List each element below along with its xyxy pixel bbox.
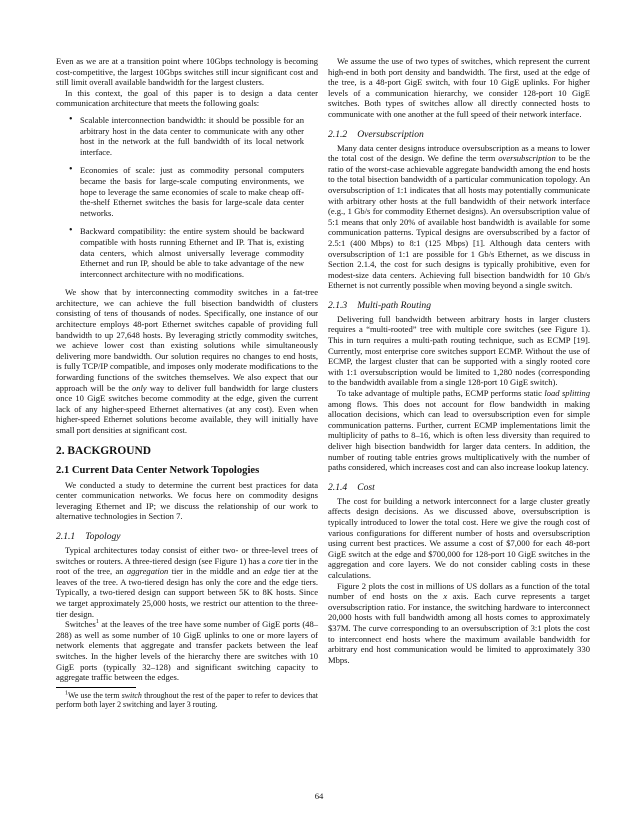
text-run: tier in the root of the tree, an [56,555,318,577]
emphasis-x: x [443,591,448,602]
text-run: at the leaves of the tree have some number of GigE ports (48–288) as well as some number of 10 GigE uplinks to one or more layers of network elements that aggregate and transfer packets between the leaf switches. In the higher levels of the hierarchy there are switches with 10 GigE ports (typically 32–128) and significant switching capacity to aggregate traffic between the edges. [56,619,318,683]
goal-economies-of-scale: • Economies of scale: just as commodity personal computers became the basis for large-scale computing environments, we hope to leverage the same economies of scale to make cheap off-the-shelf Ethernet switches the basis for large-scale data center networks. [80,165,318,218]
cost-paragraph-2 [328,581,590,666]
text-run: tier in the middle and an [168,566,264,577]
text-run: Switches [65,619,96,630]
section-number: 2.1.3 [328,299,348,311]
multipath-paragraph-2 [328,388,590,473]
section-2-1-paragraph: We conducted a study to determine the current best practices for data center communication networks. We focus here on commodity designs leveraging Ethernet and IP; we discuss the relationship of our work to alternative technologies in Section 7. [56,479,318,522]
text-run: tier at the leaves of the tree. A two-tiered design has only the core and the edge tiers. Typically, a two-tiered design can support between 5K to 8K hosts. Since we target approximately 25,000 hosts, we restrict our attention to the three-tier design. [56,566,318,619]
left-column [56,56,318,710]
section-2-heading: 2. BACKGROUND [56,444,151,457]
section-title: Topology [85,530,121,542]
footnote-divider [56,687,136,688]
text-run: throughout the rest of the paper to refer to devices that perform both layer 2 switching and layer 3 routing. [56,690,318,710]
section-number: 2.1.2 [328,128,348,140]
section-2-1-3-heading [328,300,590,311]
footnote-1 [56,691,318,710]
emphasis-aggregation: aggregation [126,566,169,577]
emphasis-edge: edge [263,566,281,577]
text-run: way to deliver full bandwidth for large clusters once 10 GigE switches become commodity at the edge, given the current lack of any higher-speed Ethernet alternatives (at any cost). Even when higher-speed Ethernet solutions become available, they will initially have small port densities at significant cost. [56,382,318,435]
goal-backward-compatibility: • Backward compatibility: the entire system should be backward compatible with hosts running Ethernet and IP. That is, existing data centers, which almost universally leverage commodity Ethernet and run IP, should be able to take advantage of the new interconnect architecture with no modifications. [80,226,318,279]
section-title: Oversubscription [357,128,424,140]
topology-paragraph-1 [56,545,318,619]
emphasis-core: core [268,555,283,566]
text-run: We use the term [68,690,122,700]
emphasis-oversubscription: oversubscription [498,153,556,164]
text-run: To take advantage of multiple paths, ECMP performs static [337,388,545,399]
section-2-1-2-heading [328,129,590,140]
section-2-1-1-heading [56,531,318,542]
goals-list [56,115,318,279]
section-title: Cost [357,481,375,493]
section-title: Multi-path Routing [357,299,432,311]
text-run: Figure 2 plots the cost in millions of US dollars as a function of the total number of end hosts on the [328,580,590,602]
section-2-1-heading: 2.1 Current Data Center Network Topologies [56,464,260,476]
section-number: 2.1.1 [56,530,76,542]
footnote-number: 1 [65,690,68,697]
footnote-marker: 1 [95,619,99,626]
cost-paragraph-1: The cost for building a network interconnect for a large cluster greatly affects design decisions. As we discussed above, oversubscription is typically introduced to lower the total cost. Here we give the rough cost of various configurations for different number of hosts and oversubscription using current best practices. We assume a cost of $7,000 for each 48-port GigE switch at the edge and $700,000 for 128-port 10 GigE switches in the aggregation and core layers. We do not consider cabling costs in these calculations. [328,495,590,580]
emphasis-switch: switch [121,690,142,700]
text-run: among flows. This does not account for flow bandwidth in making allocation decisions, which can lead to oversubscription even for simple communication patterns. Further, current ECMP implementations limit the multiplicity of paths to 8–16, which is often less diversity than required to deliver high bisection bandwidth for larger data centers. In addition, the number of routing table entries grows multiplicatively with the number of paths considered, which increases cost and can also increase lookup latency. [328,398,590,473]
topology-paragraph-2 [56,619,318,683]
section-number: 2.1.4 [328,481,348,493]
multipath-paragraph-1: Delivering full bandwidth between arbitrary hosts in larger clusters requires a “multi-rooted” tree with multiple core switches (see Figure 1). This in turn requires a multi-path routing technique, such as ECMP [19]. Currently, most enterprise core switches support ECMP. Without the use of ECMP, the largest cluster that can be supported with a singly rooted core with 1:1 oversubscription would be limited to 1,280 nodes (corresponding to the bandwidth available from a single 128-port 10 GigE switch). [328,313,590,388]
text-run: Typical architectures today consist of either two- or three-level trees of switches or routers. A three-tiered design (see Figure 1) has a [56,544,318,566]
emphasis-only: only [131,382,147,393]
page-number: 64 [314,791,324,801]
text-run: Many data center designs introduce oversubscription as a means to lower the total cost of the design. We define the term [328,142,590,164]
text-run: We show that by interconnecting commodity switches in a fat-tree architecture, we can achieve the full bisection bandwidth of clusters consisting of tens of thousands of nodes. Specifically, one instance of our architecture employs 48-port Ethernet switches capable of providing full bandwidth to up 27,648 hosts. By leveraging strictly commodity switches, we achieve lower cost than existing solutions while simultaneously delivering more bandwidth. Our solution requires no changes to end hosts, is fully TCP/IP compatible, and imposes only moderate modifications to the forwarding functions of the switches themselves. We also expect that our approach will be the [56,287,318,393]
emphasis-load-splitting: load splitting [544,388,590,399]
section-2-1-4-heading [328,482,590,493]
intro-paragraph-2: In this context, the goal of this paper is to design a data center communication architecture that meets the following goals: [56,87,318,109]
oversubscription-paragraph [328,143,590,291]
intro-paragraph-1: Even as we are at a transition point where 10Gbps technology is becoming cost-competitive, the largest 10Gbps switches still incur significant cost and still limit overall available bandwidth for the largest clusters. [56,56,318,88]
intro-paragraph-3 [56,287,318,435]
text-run: axis. Each curve represents a target oversubscription ratio. For instance, the switching hardware to interconnect 20,000 hosts with full bandwidth among all hosts comes to approximately $37M. The curve corresponding to an oversubscription of 3:1 plots the cost to interconnect end hosts where the maximum available bandwidth for arbitrary end host communication would be limited to approximately 330 Mbps. [328,591,590,665]
right-column [328,56,590,665]
text-run: to be the ratio of the worst-case achievable aggregate bandwidth among the end hosts to the total bisection bandwidth of a particular communication topology. An oversubscription of 1:1 indicates that all hosts may potentially communicate with arbitrary other hosts at the full bandwidth of their network interface (e.g., 1 Gb/s for commodity Ethernet designs). An oversubscription value of 5:1 means that only 20% of available host bandwidth is available for some communication patterns. Typical designs are oversubscribed by a factor of 2.5:1 (400 Mbps) to 8:1 (125 Mbps) [1]. Although data centers with oversubscription of 1:1 are possible for 1 Gb/s Ethernet, as we discuss in Section 2.1.4, the cost for such designs is typically prohibitive, even for modest-size data centers. Achieving full bisection bandwidth for 10 Gb/s Ethernet is not currently possible when moving beyond a single switch. [328,153,590,291]
switch-types-paragraph: We assume the use of two types of switches, which represent the current high-end in both port density and bandwidth. The first, used at the edge of the tree, is a 48-port GigE switch, with four 10 GigE uplinks. For higher levels of a communication hierarchy, we consider 128-port 10 GigE switches. Both types of switches allow all directly connected hosts to communicate with one another at the full speed of their network interface. [328,56,590,119]
goal-scalable-bandwidth: • Scalable interconnection bandwidth: it should be possible for an arbitrary host in the data center to communicate with any other host in the network at the full bandwidth of its local network interface. [80,115,318,157]
